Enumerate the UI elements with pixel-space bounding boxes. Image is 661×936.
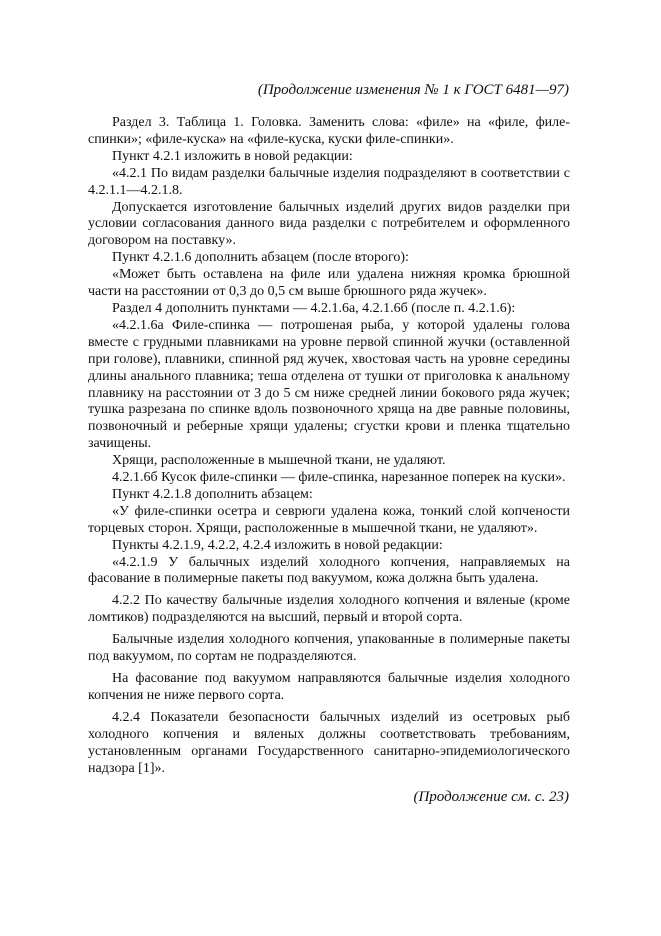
paragraph: «4.2.1.9 У балычных изделий холодного копчения, направляемых на фасование в полимерные пакеты под вакуумом, кожа должна быть удалена. [88,554,570,587]
paragraph: 4.2.4 Показатели безопасности балычных изделий из осетровых рыб холодного копчения и вяленых должны соответствовать требованиям, установленным органами Государственного санитарно-эпидемиологического надзора [1]». [88,709,570,776]
continuation-header: (Продолжение изменения № 1 к ГОСТ 6481—97) [257,82,569,98]
paragraph: Раздел 4 дополнить пунктами — 4.2.1.6а, 4.2.1.6б (после п. 4.2.1.6): [112,300,516,316]
paragraph: Пункты 4.2.1.9, 4.2.2, 4.2.4 изложить в новой редакции: [112,537,443,553]
paragraph: «У филе-спинки осетра и севрюги удалена кожа, тонкий слой копчености торцевых сторон. Хрящи, расположенные в мышечной ткани, не удаляют». [88,503,570,536]
paragraph: Пункт 4.2.1.6 дополнить абзацем (после второго): [112,250,409,266]
continuation-footer: (Продолжение см. с. 23) [413,789,569,805]
paragraph: Балычные изделия холодного копчения, упакованные в полимерные пакеты под вакуумом, по сортам не подразделяются. [88,632,570,665]
document-body [88,115,570,777]
paragraph: Пункт 4.2.1 изложить в новой редакции: [112,148,353,164]
paragraph: Допускается изготовление балычных изделий других видов разделки при условии согласования данного вида разделки с потребителем и оформленного договором на поставку». [88,199,570,249]
paragraph: 4.2.2 По качеству балычные изделия холодного копчения и вяленые (кроме ломтиков) подразделяются на высший, первый и второй сорта. [88,593,570,626]
paragraph: «4.2.1 По видам разделки балычные изделия подразделяют в соответствии с 4.2.1.1—4.2.1.8. [88,165,570,198]
paragraph: Пункт 4.2.1.8 дополнить абзацем: [112,486,313,502]
paragraph: «4.2.1.6а Филе-спинка — потрошеная рыба, у которой удалены голова вместе с грудными плавниками на уровне первой спинной жучки (оставленной при голове), плавники, спинной ряд жучек, хвостовая часть на уровне середины длины анального плавника; теша отделена от тушки от приголовка к анальному плавнику на расстоянии от 3 до 5 см ниже средней линии бокового ряда жучек; тушка разрезана по спинке вдоль позвоночного хряща на две равные половины, позвоночный и реберные хрящи удалены; сгустки крови и пленка тщательно зачищены. [88,317,570,452]
paragraph: 4.2.1.6б Кусок филе-спинки — филе-спинка, нарезанное поперек на куски». [112,470,566,486]
paragraph: Хрящи, расположенные в мышечной ткани, не удаляют. [112,453,446,469]
paragraph: На фасование под вакуумом направляются балычные изделия холодного копчения не ниже первого сорта. [88,671,570,703]
paragraph: Раздел 3. Таблица 1. Головка. Заменить слова: «филе» на «филе, филе-спинки»; «филе-куска» на «филе-куска, куски филе-спинки». [88,115,570,147]
paragraph: «Может быть оставлена на филе или удалена нижняя кромка брюшной части на расстоянии от 0,3 до 0,5 см выше брюшного ряда жучек». [88,267,570,300]
